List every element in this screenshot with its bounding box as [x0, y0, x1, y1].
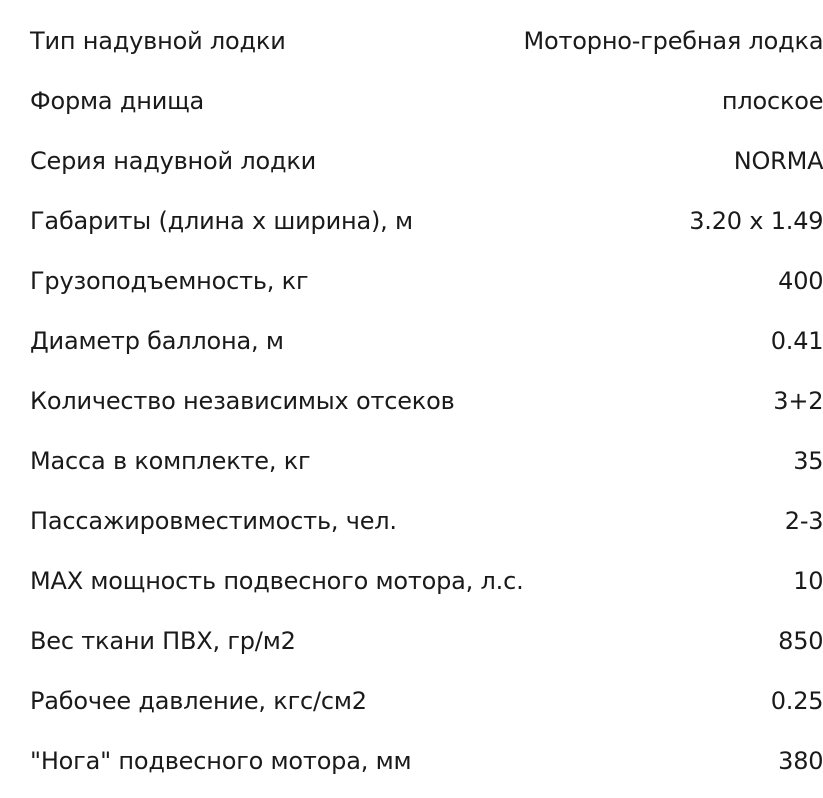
spec-value: 0.41 — [770, 327, 823, 355]
spec-value: Моторно-гребная лодка — [523, 27, 823, 55]
spec-label: Вес ткани ПВХ, гр/м2 — [30, 627, 296, 655]
spec-value: NORMA — [733, 147, 823, 175]
spec-value: 10 — [793, 567, 823, 595]
spec-value: 400 — [778, 267, 823, 295]
spec-row-fabric-weight — [30, 611, 823, 671]
spec-label: Масса в комплекте, кг — [30, 447, 311, 475]
spec-row-load-capacity — [30, 251, 823, 311]
spec-label: Тип надувной лодки — [30, 27, 286, 55]
spec-row-motor-shaft — [30, 731, 823, 791]
spec-value: 2-3 — [784, 507, 823, 535]
spec-label: Диаметр баллона, м — [30, 327, 284, 355]
spec-row-weight — [30, 431, 823, 491]
spec-label: MAX мощность подвесного мотора, л.с. — [30, 567, 524, 595]
spec-label: "Нога" подвесного мотора, мм — [30, 747, 412, 775]
spec-value: 0.25 — [770, 687, 823, 715]
spec-label: Пассажировместимость, чел. — [30, 507, 397, 535]
spec-row-hull-shape — [30, 71, 823, 131]
spec-row-boat-type — [30, 11, 823, 71]
spec-row-series — [30, 131, 823, 191]
spec-label: Количество независимых отсеков — [30, 387, 455, 415]
spec-label: Серия надувной лодки — [30, 147, 317, 175]
spec-value: 380 — [778, 747, 823, 775]
spec-table — [30, 11, 823, 791]
spec-label: Грузоподъемность, кг — [30, 267, 309, 295]
spec-row-working-pressure — [30, 671, 823, 731]
spec-value: плоское — [721, 87, 823, 115]
spec-row-passengers — [30, 491, 823, 551]
spec-row-max-motor-power — [30, 551, 823, 611]
spec-label: Габариты (длина х ширина), м — [30, 207, 413, 235]
spec-value: 3.20 х 1.49 — [689, 207, 823, 235]
spec-label: Форма днища — [30, 87, 205, 115]
spec-value: 3+2 — [773, 387, 823, 415]
spec-label: Рабочее давление, кгс/см2 — [30, 687, 367, 715]
spec-value: 35 — [793, 447, 823, 475]
spec-row-dimensions — [30, 191, 823, 251]
spec-row-tube-diameter — [30, 311, 823, 371]
spec-row-compartments — [30, 371, 823, 431]
spec-value: 850 — [778, 627, 823, 655]
